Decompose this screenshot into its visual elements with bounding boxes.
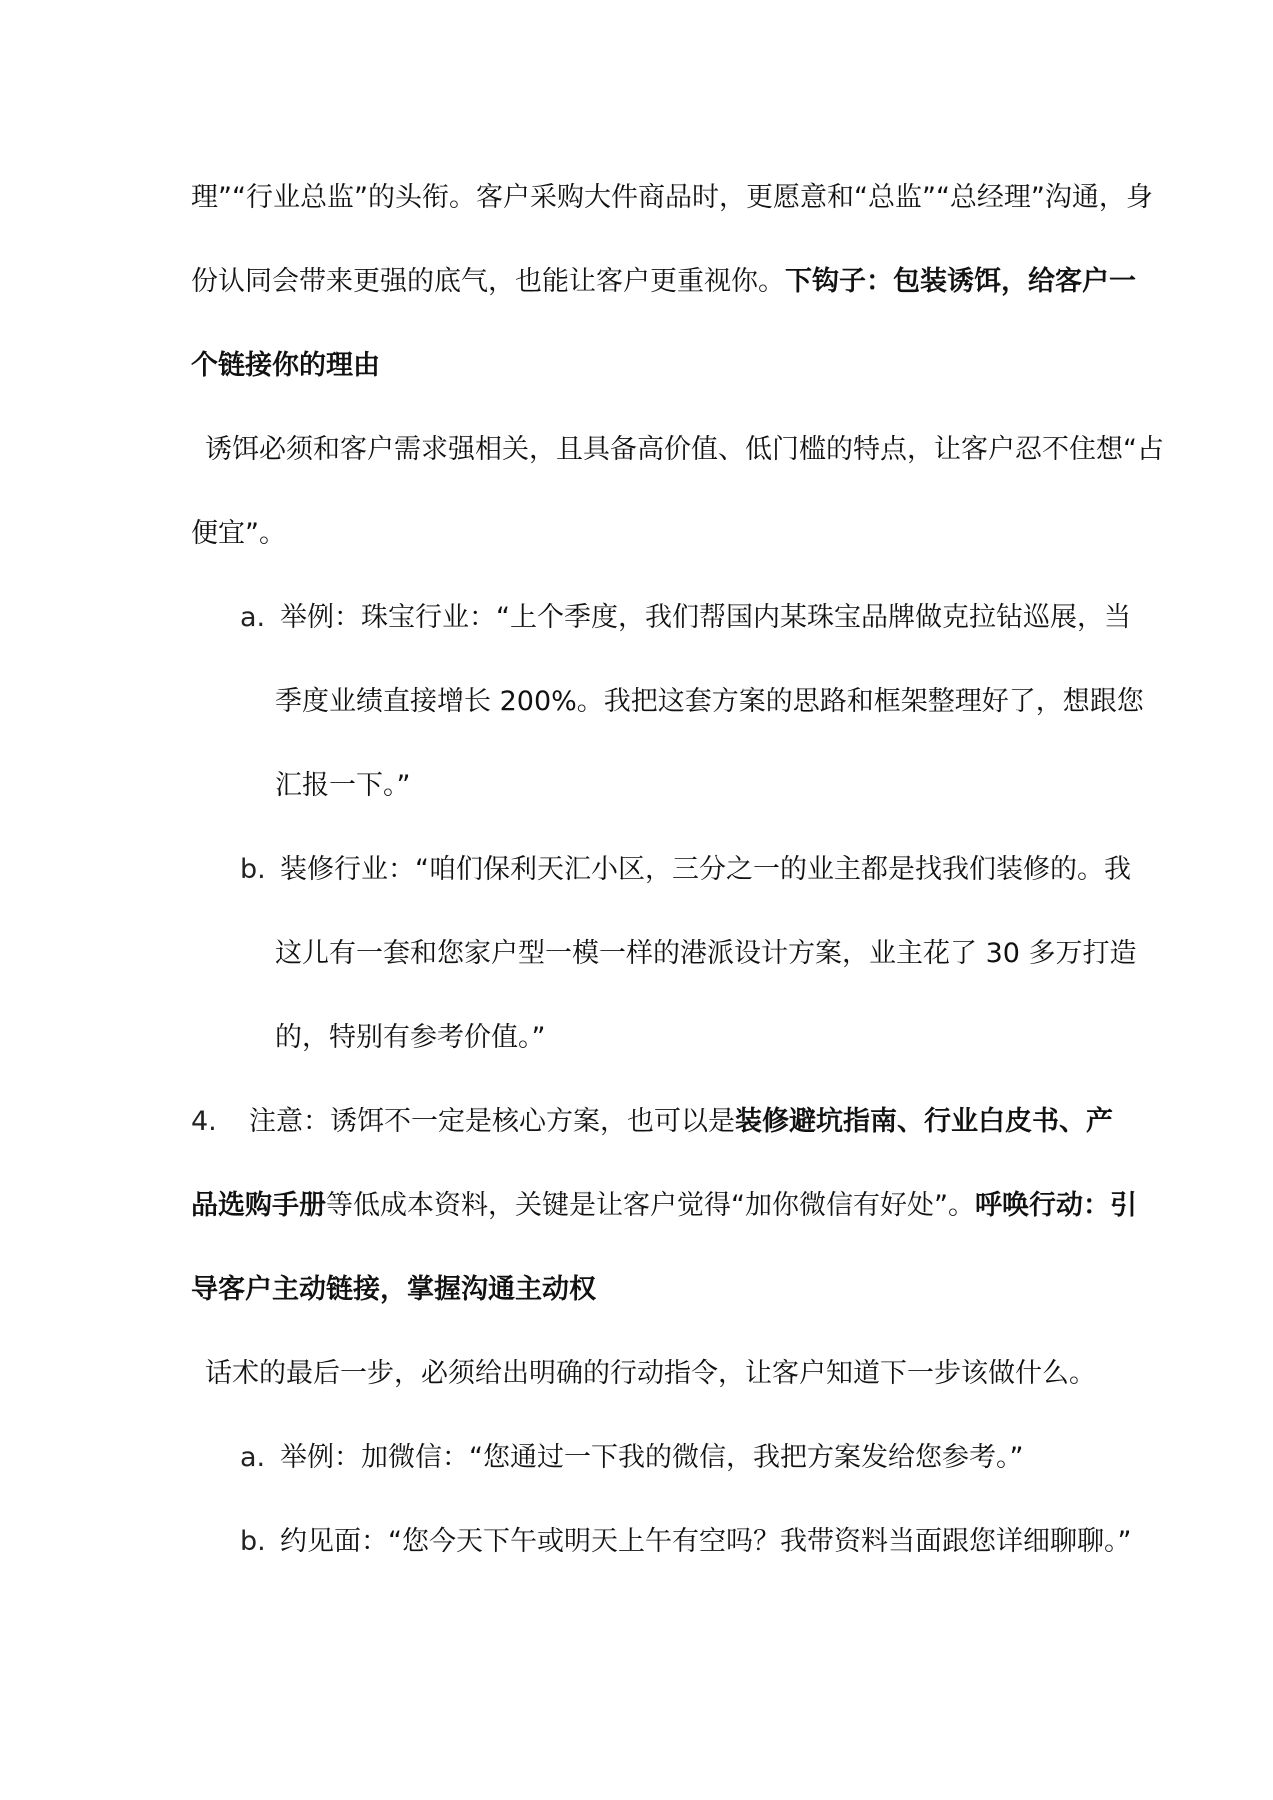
p1-line-1 — [191, 178, 1153, 218]
list-b2-line-1 — [240, 1522, 1132, 1562]
item4-line-3-heading — [191, 1270, 1083, 1310]
p2-line-2 — [191, 514, 1083, 554]
text: 汇报一下。” — [275, 770, 411, 801]
list-marker: b. — [240, 1526, 266, 1557]
p1-line-2 — [191, 262, 1136, 302]
list-b1-line-3 — [275, 1018, 1083, 1058]
item4-line-1 — [191, 1102, 1113, 1142]
bold-heading-text: 导客户主动链接，掌握沟通主动权 — [191, 1274, 596, 1305]
list-a1-line-1 — [240, 598, 1131, 638]
bold-text: 装修避坑指南、行业白皮书、产 — [735, 1106, 1113, 1137]
list-a1-line-3 — [275, 766, 1083, 806]
text: 便宜”。 — [191, 518, 286, 549]
list-marker: b. — [240, 854, 266, 885]
bold-heading-text: 个链接你的理由 — [191, 350, 380, 381]
p3-line-1 — [205, 1354, 1096, 1394]
bold-heading-text: 下钩子：包装诱饵，给客户一 — [785, 266, 1136, 297]
list-marker: a. — [240, 1442, 266, 1473]
list-marker: a. — [240, 602, 266, 633]
text: 的，特别有参考价值。” — [275, 1022, 546, 1053]
text: 这儿有一套和您家户型一模一样的港派设计方案，业主花了 30 多万打造 — [275, 938, 1137, 969]
text: 举例：珠宝行业：“上个季度，我们帮国内某珠宝品牌做克拉钻巡展，当 — [280, 602, 1131, 633]
text: 话术的最后一步，必须给出明确的行动指令，让客户知道下一步该做什么。 — [205, 1358, 1096, 1389]
text: 举例：加微信：“您通过一下我的微信，我把方案发给您参考。” — [280, 1442, 1024, 1473]
text: 理”“行业总监”的头衔。客户采购大件商品时，更愿意和“总监”“总经理”沟通，身 — [191, 182, 1153, 213]
list-b1-line-2 — [275, 934, 1137, 974]
p1-line-3-heading — [191, 346, 1083, 386]
list-b1-line-1 — [240, 850, 1131, 890]
bold-text: 品选购手册 — [191, 1190, 326, 1221]
list-number: 4. — [191, 1106, 217, 1137]
text: 份认同会带来更强的底气，也能让客户更重视你。 — [191, 266, 785, 297]
bold-heading-text: 呼唤行动：引 — [974, 1190, 1137, 1221]
item4-line-2 — [191, 1186, 1137, 1226]
list-a2-line-1 — [240, 1438, 1083, 1478]
text: 诱饵必须和客户需求强相关，且具备高价值、低门槛的特点，让客户忍不住想“占 — [205, 434, 1164, 465]
p2-line-1 — [205, 430, 1164, 470]
text: 季度业绩直接增长 200%。我把这套方案的思路和框架整理好了，想跟您 — [275, 686, 1144, 717]
text: 约见面：“您今天下午或明天上午有空吗？我带资料当面跟您详细聊聊。” — [280, 1526, 1132, 1557]
text: 注意：诱饵不一定是核心方案，也可以是 — [249, 1106, 735, 1137]
text: 等低成本资料，关键是让客户觉得“加你微信有好处”。 — [326, 1190, 975, 1221]
list-a1-line-2 — [275, 682, 1144, 722]
text: 装修行业：“咱们保利天汇小区，三分之一的业主都是找我们装修的。我 — [280, 854, 1131, 885]
